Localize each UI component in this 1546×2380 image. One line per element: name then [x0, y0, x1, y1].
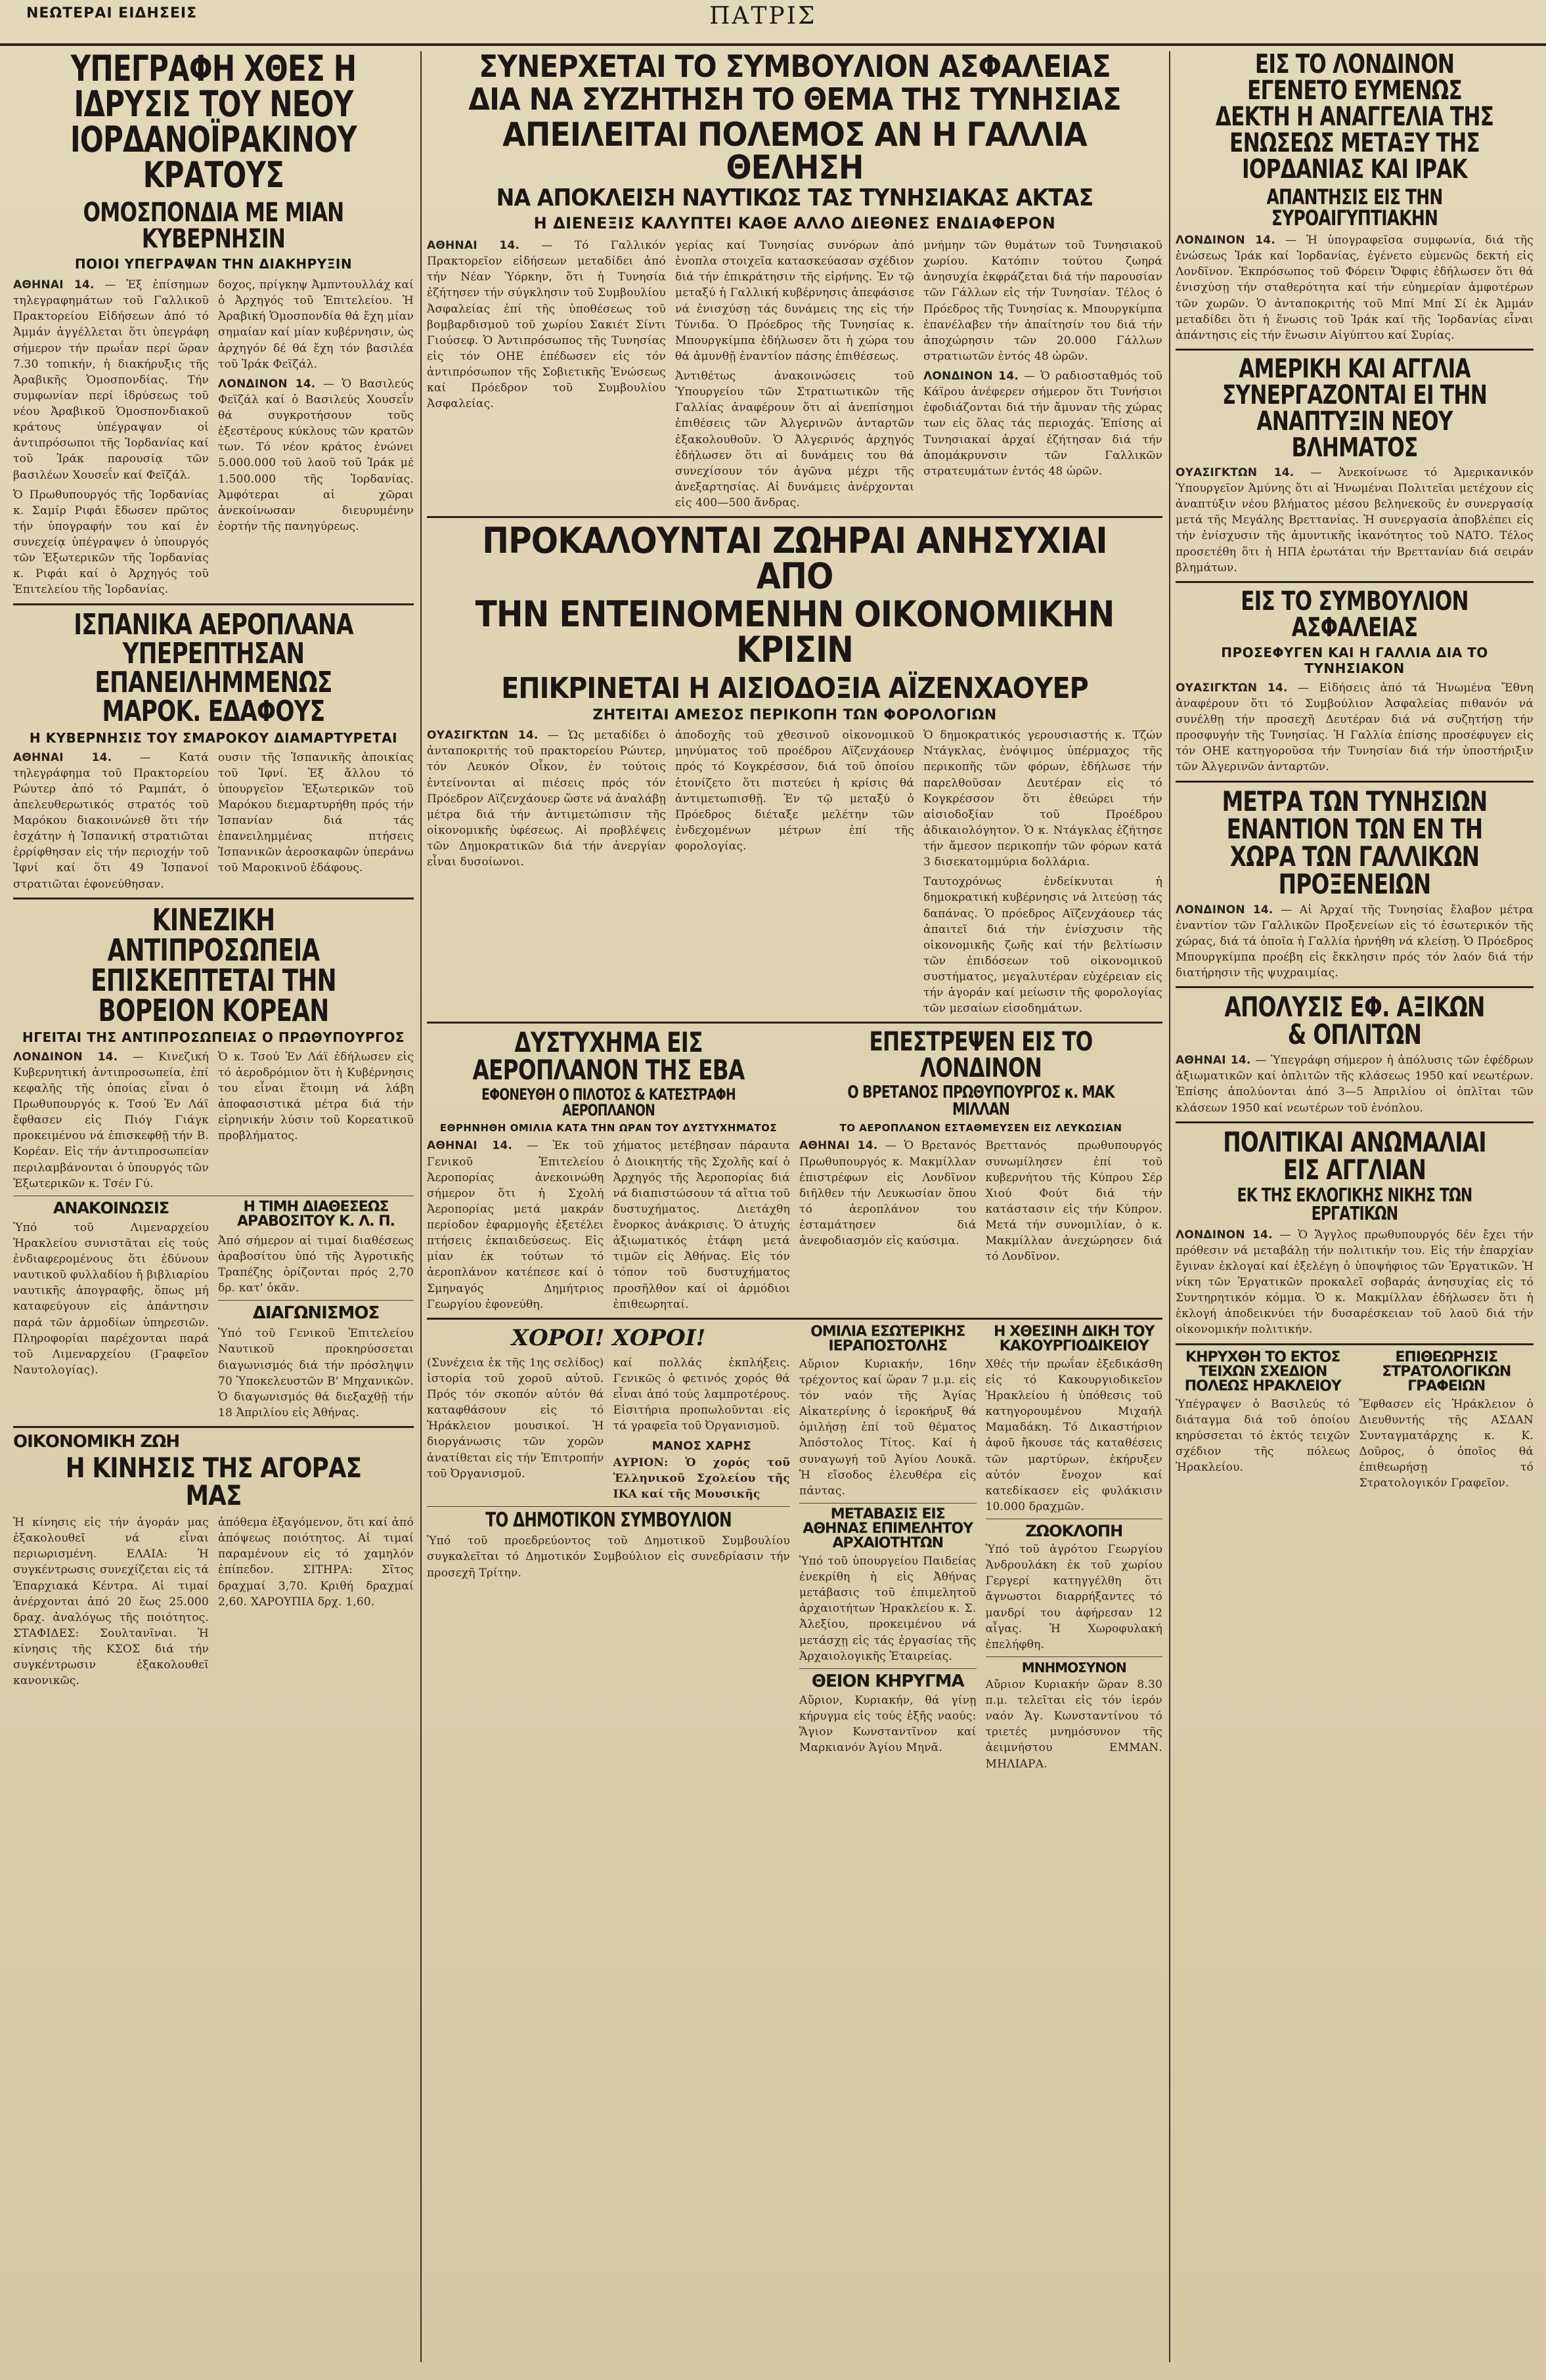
dateline: ΛΟΝΔΙΝΟΝ 14. [1176, 903, 1273, 917]
article-metavasis [799, 1507, 977, 1664]
article-text: γερίας καί Τυνησίας συνόρων ἀπό ἑνοπλα στοιχεῖα κατασκεύασαν σχέδιον διά τήν ἐπικράτησιν τῆς εἰρήνης. Ἐν τῷ μεταξύ ἡ Γαλλική κυβέρνησις ἀπεφάσισε νά ἐνισχύσῃ τάς δυνάμεις της εἰς τήν Τύνιδα. Ὁ Πρόεδρος τῆς Τυνησίας κ. Μπουργκίμπα ἐδήλωσεν ὅτι ἡ χώρα του θά ἀμυνθῇ ἐναντίον πάσης ἐπιθέσεως. [675, 239, 914, 363]
article-text: — Ὁ Ἄγγλος πρωθυπουργός δέν ἔχει τήν πρόθεσιν νά μεταβάλῃ τήν πολιτικήν του. Εἰς τήν ἐπαρχίαν ἔγιναν ἐκλογαί καί ἐξελέγη ὁ ὑποψήφιος τῶν Ἐργατικῶν. Ἡ νίκη τῶν Ἐργατικῶν προκαλεῖ σοβαράς ἀνησυχίας εἰς τό Συντηρητικόν κόμμα. Ὁ κ. Μακμίλλαν ἐδήλωσεν ὅτι ἡ ἐκλογή ἀποδεικνύει τήν δυσαρέσκειαν τοῦ λαοῦ διά τήν οἰκονομικήν πολιτικήν. [1176, 1228, 1534, 1337]
dateline: ΛΟΝΔΙΝΟΝ 14. [218, 377, 316, 391]
headline: ΤΗΝ ΕΝΤΕΙΝΟΜΕΝΗΝ ΟΙΚΟΝΟΜΙΚΗΝ ΚΡΙΣΙΝ [475, 594, 1115, 671]
headline: ΙΣΠΑΝΙΚΑ ΑΕΡΟΠΛΑΝΑ ΥΠΕΡΕΠΤΗΣΑΝ ΕΠΑΝΕΙΛΗΜΜΕΝΩΣ ΜΑΡΟΚ. ΕΔΑΦΟΥΣ [74, 607, 353, 728]
column-rule [420, 51, 422, 2362]
article-text: Ὑπό τοῦ ὑπουργείου Παιδείας ἐνεκρίθη ἡ εἰς Ἀθήνας μετάβασις τοῦ ἐπιμελητοῦ ἀρχαιοτήτων Ἡρακλείου κ. Σ. Ἀλεξίου, προκειμένου νά μετάσχῃ εἰς τάς ἐργασίας τῆς Ἀρχαιολογικῆς Ἑταιρείας. [799, 1554, 977, 1663]
article-iraq-jordan [13, 48, 414, 598]
article-text: — Ὑπεγράφη σήμερον ἡ ἀπόλυσις τῶν ἐφέδρων ἀξιωματικῶν καί ὁπλιτῶν τῆς κλάσεως 1950 καί νεωτέρων. Ἐπίσης ἀπολύονται ἀπό 3—5 Ἀπριλίου οἱ ὁπλῖται τῶν κλάσεων 1950 καί νεωτέρων τοῦ ἐνόπλου. [1176, 1054, 1534, 1115]
subheadline: Η ΔΙΕΝΕΞΙΣ ΚΑΛΥΠΤΕΙ ΚΑΘΕ ΑΛΛΟ ΔΙΕΘΝΕΣ ΕΝΔΙΑΦΕΡΟΝ [533, 214, 1056, 232]
article-text: — Ἡ ὑπογραφεῖσα συμφωνία, διά τῆς ἑνώσεως Ἰράκ καί Ἰορδανίας, ἐγένετο εὐμενῶς δεκτή εἰς Λονδῖνον. Ἐκπρόσωπος τοῦ Φόρειν Ὄφφις ἐδήλωσεν ὅτι θά ἐνισχύσῃ τήν σταθερότητα καί τήν εὐημερίαν ἀμφοτέρων τῶν χωρῶν. Ὁ ἀνταποκριτής τοῦ Μπί Μπί Σί ἐκ Ἀμμάν μεταδίδει ὅτι ἡ ἕνωσις τοῦ Ἰράκ καί τῆς Ἰορδανίας εἶναι ἀπάντησις εἰς τήν ἕνωσιν Αἰγύπτου καί Συρίας. [1176, 234, 1534, 342]
headline: ΟΜΙΛΙΑ ΕΣΩΤΕΡΙΚΗΣ ΙΕΡΑΠΟΣΤΟΛΗΣ [810, 1323, 965, 1354]
article-contest [218, 1305, 414, 1421]
subheadline: Η ΚΥΒΕΡΝΗΣΙΣ ΤΟΥ ΣΜΑΡΟΚΟΥ ΔΙΑΜΑΡΤΥΡΕΤΑΙ [29, 729, 398, 746]
headline: ΧΟΡΟΙ! ΧΟΡΟΙ! [511, 1324, 706, 1351]
section-title: ΝΕΩΤΕΡΑΙ ΕΙΔΗΣΕΙΣ [26, 5, 198, 22]
headline: ΠΡΟΚΑΛΟΥΝΤΑΙ ΖΩΗΡΑΙ ΑΝΗΣΥΧΙΑΙ ΑΠΟ [482, 520, 1107, 597]
article-homilia [799, 1325, 977, 1499]
article-text: Βρεττανός πρωθυπουργός συνωμίλησεν ἐπί τοῦ κυβερνήτου τῆς Κύπρου Σέρ Χιού Φούτ διά τήν κατάστασιν εἰς τήν Κύπρον. Μετά τήν συνομιλίαν, ὁ κ. Μακμίλλαν ἀνεχώρησεν διά τό Λονδῖνον. [985, 1139, 1162, 1264]
article-discharge [1176, 993, 1534, 1116]
dateline: ΑΘΗΝΑΙ 14. [427, 239, 520, 252]
headline: ΚΗΡΥΧΘΗ ΤΟ ΕΚΤΟΣ ΤΕΙΧΩΝ ΣΧΕΔΙΟΝ ΠΟΛΕΩΣ ΗΡΑΚΛΕΙΟΥ [1184, 1349, 1341, 1395]
article-price [218, 1200, 414, 1297]
article-text: — Ὁ ραδιοσταθμός τοῦ Κάϊρου ἀνέφερεν σήμερον ὅτι Τυνήσιοι ἐφοδιάζονται διά τήν ἄμυναν τῆς χώρας των εἰς ὅλας τάς περιοχάς. Ἐπίσης αἱ Τυνησιακαί ἀρχαί ἐζήτησαν διά τήν ἀπομάκρυνσιν τῶν Γαλλικῶν στρατευμάτων ἐντός 48 ὡρῶν. [923, 370, 1162, 478]
subheadline: ΗΓΕΙΤΑΙ ΤΗΣ ΑΝΤΙΠΡΟΣΩΠΕΙΑΣ Ο ΠΡΩΘΥΠΟΥΡΓΟΣ [22, 1029, 405, 1045]
article-announcements [13, 1200, 209, 1421]
article-text: — Ὡς μεταδίδει ὁ ἀνταποκριτής τοῦ πρακτορείου Ρώυτερ, τόν Λευκόν Οἶκον, ἐν τούτοις ἐντείνονται αἱ πιέσεις πρός τόν Πρόεδρον Αϊζενχάουερ ὥστε νά ἀναλάβῃ μέτρα διά τήν ἀντιμετώπισιν τῆς οἰκονομικῆς ὑφέσεως. Αἱ προβλέψεις τῶν Δημοκρατικῶν διά τήν ἀνεργίαν εἶναι δυσοίωνοι. [427, 729, 666, 869]
article-municipal [427, 1511, 790, 1580]
article-dance [427, 1325, 790, 1503]
subheadline: Ο ΒΡΕΤΑΝΟΣ ΠΡΩΘΥΠΟΥΡΓΟΣ κ. ΜΑΚ ΜΙΛΛΑΝ [847, 1083, 1115, 1120]
article-text: δοχος, πρίγκηψ Ἀμπντουλλάχ καί ὁ Ἀρχηγός τοῦ Ἐπιτελείου. Ἡ Ἀραβική Ὁμοσπονδία θά ἔχη μίαν σημαίαν καί μίαν κυβέρνησιν, ὡς ἀρχηγόν δέ θά ἔχη τόν βασιλέα τοῦ Ἰράκ Φεϊζάλ. [218, 278, 414, 371]
headline: ΥΠΕΓΡΑΦΗ ΧΘΕΣ Η ΙΔΡΥΣΙΣ ΤΟΥ ΝΕΟΥ ΙΟΡΔΑΝΟΪΡΑΚΙΝΟΥ ΚΡΑΤΟΥΣ [70, 48, 357, 196]
article-text: — Εἰδήσεις ἀπό τά Ἡνωμένα Ἔθνη ἀναφέρουν ὅτι τό Συμβούλιον Ἀσφαλείας πιθανόν νά συνέλθῃ τήν προσεχῆ Δευτέραν διά νά συζητήσῃ τήν προσφυγήν τῆς Τυνησίας. Ἡ Γαλλία ἐπίσης προσέφυγεν εἰς τόν ΟΗΕ κατηγοροῦσα τήν Τυνησίαν διά τήν ὑποστήριξιν τῶν Ἀλγερινῶν ἀνταρτῶν. [1176, 681, 1534, 774]
headline: ΠΟΛΙΤΙΚΑΙ ΑΝΩΜΑΛΙΑΙ ΕΙΣ ΑΓΓΛΙΑΝ [1223, 1125, 1486, 1186]
article-text: — Τό Γαλλικόν Πρακτορεῖον εἰδήσεων μεταδίδει ἀπό τήν Νέαν Ὑόρκην, ὅτι ἡ Τυνησία ἐζήτησεν τήν σύγκλησιν τοῦ Συμβουλίου Ἀσφαλείας ἐπί τῆς ὑποθέσεως τοῦ βομβαρδισμοῦ τοῦ χωρίου Σακιέτ Σίντι Γιούσεφ. Ὁ Ἀντιπρόσωπος τῆς Τυνησίας εἰς τόν ΟΗΕ ἐπέδωσεν εἰς τόν ἀντιπρόσωπον τῆς Σοβιετικῆς Ἑνώσεως καί Πρόεδρον τοῦ Συμβουλίου Ἀσφαλείας. [427, 239, 666, 411]
article-spain [13, 607, 414, 892]
article-eba-crash [427, 1026, 790, 1312]
headline: ΝΑ ΑΠΟΚΛΕΙΣΗ ΝΑΥΤΙΚΩΣ ΤΑΣ ΤΥΝΗΣΙΑΚΑΣ ΑΚΤΑΣ [496, 184, 1093, 211]
article-usa-uk [1176, 353, 1534, 576]
article-text: Αὔριον Κυριακήν, 16ην τρέχοντος καί ὥραν 7 μ.μ. εἰς τόν ναόν τῆς Ἁγίας Αἰκατερίνης ὁ ἱεροκήρυξ θά ὁμιλήσῃ ἐπί τοῦ θέματος Ἀπόστολος Τίτος. Καί ἡ συναγωγή τοῦ Ἀγίου Λουκᾶ. Ἡ εἴσοδος ἐλευθέρα εἰς πάντας. [799, 1357, 977, 1498]
article-text: — Ἐξ ἐπίσημων τηλεγραφημάτων τοῦ Γαλλικοῦ Πρακτορείου Εἰδήσεων ἀπό τό Ἀμμάν ἀγγέλλεται ὅτι ὑπεγράφη σήμερον τήν πρωΐαν περί ὥραν 7.30 τοπικήν, ἡ διακήρυξις τῆς Ἀραβικῆς Ὁμοσπονδίας. Τήν συμφωνίαν περί ἱδρύσεως τοῦ νέου Ἀραβικοῦ Ὁμοσπονδιακοῦ κράτους ὑπέγραψαν οἱ ἀντιπρόσωποι τῆς Ἰορδανίας καί τοῦ Ἰράκ παρουσίᾳ τῶν βασιλέων Χουσεΐν καί Φεϊζάλ. [13, 278, 209, 482]
article-text: μνήμην τῶν θυμάτων τοῦ Τυνησιακοῦ χωρίου. Κατόπιν τούτου ζωηρά ἀνησυχία ἐκφράζεται διά τήν παρουσίαν τῶν Γάλλων εἰς τήν Τυνησίαν. Τέλος ὁ Πρόεδρος τῆς Τυνησίας κ. Μπουργκίμπα ἐπανέλαβεν τήν ἀπαίτησίν του διά τήν ἀποχώρησιν τῶν 20.000 Γάλλων στρατιωτῶν ἐντός 48 ὡρῶν. [923, 239, 1162, 363]
subheadline: ΑΠΑΝΤΗΣΙΣ ΕΙΣ ΤΗΝ ΣΥΡΟΑΙΓΥΠΤΙΑΚΗΝ [1266, 184, 1443, 230]
dateline: ΟΥΑΣΙΓΚΤΩΝ 14. [1176, 465, 1294, 479]
headline: ΤΟ ΔΗΜΟΤΙΚΟΝ ΣΥΜΒΟΥΛΙΟΝ [485, 1509, 732, 1532]
article-text: — Αἱ Ἀρχαί τῆς Τυνησίας ἔλαβον μέτρα ἐναντίον τῶν Γαλλικῶν Προξενείων εἰς τό ἐσωτερικόν τῆς χώρας, διά τά ὁποῖα ἡ Γαλλία ἠρνήθη νά κλείσῃ. Ὁ Πρόεδρος Μπουργκίμπα προέβη εἰς ἔκκλησιν πρός τόν λαόν διά τήν διατήρησιν τῆς ψυχραιμίας. [1176, 903, 1534, 980]
article-economic-crisis [427, 520, 1162, 1016]
dateline: ΛΟΝΔΙΝΟΝ 14. [1176, 234, 1275, 247]
article-text: Ἀντιθέτως ἀνακοινώσεις τοῦ Ὑπουργείου τῶν Στρατιωτικῶν τῆς Γαλλίας ἀναφέρουν ὅτι αἱ ἀνεπίσημοι ἐπιθέσεις τῶν Ἀλγερινῶν ἀνταρτῶν ἐξακολουθοῦν. Ὁ Ἀλγερινός ἀρχηγός ἐδήλωσεν ὅτι αἱ δυνάμεις του θά συνεχίσουν τόν ἀγῶνα μέχρι τῆς ἀνεξαρτησίας. Αἱ δυνάμεις ἀνέρχονται εἰς 400—500 ἄνδρας. [675, 370, 914, 509]
dateline: ΛΟΝΔΙΝΟΝ 14. [923, 370, 1019, 383]
article-text: Αὔριον, Κυριακήν, θά γίνῃ κήρυγμα εἰς τούς ἑξῆς ναούς: Ἅγιον Κωνσταντῖνον καί Μαρκιανόν Ἁγίου Μηνᾶ. [799, 1693, 977, 1755]
headline: ΜΝΗΜΟΣΥΝΟΝ [1021, 1659, 1126, 1676]
article-un-council [1176, 588, 1534, 775]
dateline: ΟΥΑΣΙΓΚΤΩΝ 14. [1176, 681, 1288, 695]
headline: ΘΕΙΟΝ ΚΗΡΥΓΜΑ [811, 1671, 964, 1691]
article-text: ἀποδοχῆς τοῦ χθεσινοῦ οἰκονομικοῦ μηνύματος τοῦ προέδρου Αϊζενχάουερ πρός τό Κογκρέσσον, διά τοῦ ὁποίου ἐτονίζετο ὅτι πιστεύει ἡ κρίσις θά ἀντιμετωπισθῇ. Ἐν τῷ μεταξύ ὁ Πρόεδρος διέταξε μελέτην τῶν ἐνδεχομένων μέτρων ἐπί τῆς φορολογίας. [675, 729, 914, 853]
headline: Η ΤΙΜΗ ΔΙΑΘΕΣΕΩΣ ΑΡΑΒΟΣΙΤΟΥ Κ. Λ. Π. [236, 1198, 395, 1230]
article-inspection [1359, 1351, 1534, 1492]
article-text: — Ὁ Βρετανός Πρωθυπουργός κ. Μακμίλλαν ἐπιστρέφων εἰς Λονδῖνον διῆλθεν τήν Λευκωσίαν ὅπου τό ἀεροπλάνον του ἐσταμάτησεν διά ἀνεφοδιασμόν εἰς καύσιμα. [799, 1139, 977, 1248]
article-text: Ὑπό τοῦ Λιμεναρχείου Ἡρακλείου συνιστᾶται εἰς τούς ἐνδιαφερομένους ὅτι ἐδύνουν ναυτικοῦ φυλλαδίου ἤ βιβλιαρίου ναυτικῆς ἀπογραφῆς, ὅπως μή καταφεύγουν εἰς ἀπάντησιν παρά τῶν ἁρμοδίων ὑπηρεσιῶν. Πληροφορίαι παρέχονται παρά τοῦ Λιμεναρχείου (Γραφεῖον Ναυτολογίας). [13, 1221, 209, 1377]
article-text: Ὁ κ. Τσού Ἐν Λάϊ ἐδήλωσεν εἰς τό ἀεροδρόμιον ὅτι ἡ Κυβέρνησις του εἶναι ἕτοιμη νά λάβη ἀποφασιστικά μέτρα διά τήν εἰρηνικήν λύσιν τοῦ Κορεατικοῦ προβλήματος. [218, 1050, 414, 1143]
article-text: Ὑπό τοῦ ἀγρότου Γεωργίου Ἀνδρουλάκη ἐκ τοῦ χωρίου Γεργερί κατηγγέλθη ὅτι ἄγνωστοι διαρρήξαντες τό μανδρί του ἀφήρεσαν 12 αἶγας. Ἡ Χωροφυλακή ἐπελήφθη. [985, 1543, 1162, 1651]
headline: ΕΙΣ ΤΟ ΛΟΝΔΙΝΟΝ ΕΓΕΝΕΤΟ ΕΥΜΕΝΩΣ ΔΕΚΤΗ Η ΑΝΑΓΓΕΛΙΑ ΤΗΣ ΕΝΩΣΕΩΣ ΜΕΤΑΞΥ ΤΗΣ ΙΟΡΔΑΝΙΑΣ ΚΑΙ ΙΡΑΚ [1215, 49, 1494, 184]
article-text: Ὑπό τοῦ προεδρεύοντος τοῦ Δημοτικοῦ Συμβουλίου συγκαλεῖται τό Δημοτικόν Συμβούλιον εἰς συνεδρίασιν τήν προσεχῆ Τρίτην. [427, 1534, 790, 1580]
subheadline: ΕΚ ΤΗΣ ΕΚΛΟΓΙΚΗΣ ΝΙΚΗΣ ΤΩΝ ΕΡΓΑΤΙΚΩΝ [1237, 1184, 1472, 1224]
article-china-korea [13, 901, 414, 1192]
headline: ΜΕΤΑΒΑΣΙΣ ΕΙΣ ΑΘΗΝΑΣ ΕΠΙΜΕΛΗΤΟΥ ΑΡΧΑΙΟΤΗΤΩΝ [803, 1505, 973, 1551]
dateline: ΟΥΑΣΙΓΚΤΩΝ 14. [427, 729, 539, 743]
headline: ΕΠΙΘΕΩΡΗΣΙΣ ΣΤΡΑΤΟΛΟΓΙΚΩΝ ΓΡΑΦΕΙΩΝ [1382, 1349, 1511, 1395]
headline: ΑΜΕΡΙΚΗ ΚΑΙ ΑΓΓΛΙΑ ΣΥΝΕΡΓΑΖΟΝΤΑΙ ΕΙ ΤΗΝ ΑΝΑΠΤΥΞΙΝ ΝΕΟΥ ΒΛΗΜΑΤΟΣ [1222, 353, 1488, 463]
article-text: Ἡ κίνησις εἰς τήν ἀγοράν μας ἐξακολουθεῖ νά εἶναι περιωρισμένη. ΕΛΑΙΑ: Ἡ συγκέντρωσις συνεχίζεται εἰς τά Ἐπαρχιακά Κέντρα. Αἱ τιμαί ἀνέρχονται ἀπό 20 ἕως 25.000 δραχ. ἀναλόγως τῆς ποιότητος. ΣΤΑΦΙΔΕΣ: Σουλτανῖναι. Ἡ κίνησις τῆς ΚΣΟΣ διά τήν συγκέντρωσιν ἐξακολουθεῖ κανονικῶς. [13, 1516, 209, 1688]
dateline: ΑΘΗΝΑΙ 14. [427, 1139, 513, 1153]
column-rule [1169, 51, 1170, 2362]
center-column [427, 51, 1162, 1772]
article-walls [1176, 1351, 1350, 1492]
headline: ΣΥΝΕΡΧΕΤΑΙ ΤΟ ΣΥΜΒΟΥΛΙΟΝ ΑΣΦΑΛΕΙΑΣ [479, 49, 1111, 84]
headline: ΚΙΝΕΖΙΚΗ ΑΝΤΙΠΡΟΣΩΠΕΙΑ ΕΠΙΣΚΕΠΤΕΤΑΙ ΤΗΝ ΒΟΡΕΙΟΝ ΚΟΡΕΑΝ [91, 901, 336, 1028]
headline: ΕΠΙΚΡΙΝΕΤΑΙ Η ΑΙΣΙΟΔΟΞΙΑ ΑΪΖΕΝΧΑΟΥΕΡ [501, 672, 1088, 706]
article-text: — Κατά τηλεγράφημα τοῦ Πρακτορείου Ρώυτερ ἀπό τό Ραμπάτ, ὁ ἀπελευθερωτικός στρατός τοῦ Μαρόκου διακοινώνεθ ὅτι τήν ἑσχάτην ἡ Ἰσπανική στρατιῶται ἐρρίφθησαν εἰς τήν περιοχήν τοῦ Ἰφνί καί ὅτι 49 Ἰσπανοί στρατιῶται ἐφονεύθησαν. [13, 750, 209, 891]
paper-name: ΠΑΤΡΙΣ [709, 3, 817, 30]
dateline: ΑΘΗΝΑΙ 14. [799, 1139, 878, 1153]
article-text: Ὁ Πρωθυπουργός τῆς Ἰορδανίας κ. Σαμίρ Ριφάι ἔδωσεν πρῶτος τήν ὑπογραφήν του καί ἐν συνεχείᾳ ὑπέγραψεν ὁ ὑπουργός τῶν Ἐξωτερικῶν τῆς Ἰορδανίας κ. Ριφάι καί ὁ Ἀρχηγός τοῦ Ἐπιτελείου τῆς Ἰορδανίας. [13, 488, 209, 597]
dateline: ΑΘΗΝΑΙ 14. [13, 278, 95, 292]
article-text: — Ἐκ τοῦ Γενικοῦ Ἐπιτελείου Ἀεροπορίας ἀνεκοινώθη σήμερον ὅτι ἡ Σχολή Ἀεροπορίας μετά μακράν περίοδον ἐφαρμογῆς ἐξετέλει πτήσεις ἐκπαιδεύσεως. Εἰς μίαν ἐκ τούτων τό ἀεροπλάνον κατέπεσε καί ὁ Σμηναγός Δημήτριος Γεωργίου ἐφονεύθη. [427, 1139, 604, 1311]
article-text: Χθές τήν πρωΐαν ἐξεδικάσθη εἰς τό Κακουργιοδικεῖον Ἡρακλείου ἡ ὑπόθεσις τοῦ κατηγορουμένου Μιχαήλ Μαμαδάκη. Τό Δικαστήριον ἀφοῦ ἤκουσε τάς καταθέσεις τῶν μαρτύρων, ἐκήρυξεν αὐτόν ἔνοχον καί κατεδίκασεν εἰς φυλάκισιν 10.000 δραχμῶν. [985, 1357, 1162, 1513]
article-text: — Ὁ Βασιλεύς Φεϊζάλ καί ὁ Βασιλεύς Χουσεΐν θά συγκροτήσουν τοῦς ἐξεστέρους κύκλους τῶν κρατῶν των. Τό νέον κράτος ἐνώνει 5.000.000 τοῦ λαοῦ τοῦ Ἰράκ μέ 1.500.000 τῆς Ἰορδανίας. Ἀμφότεραι αἱ χῶραι ἀνεκοίνωσαν διευρυμένην ἐορτήν τῆς πανηγύρεως. [218, 377, 414, 533]
article-text: Ταυτοχρόνως ἐνδείκνυται ἡ δημοκρατική κυβέρνησις νά λιτεύσῃ τάς δαπάνας. Ὁ πρόεδρος Αϊζενχάουερ τάς ἀπαιτεῖ διά τήν ἐνίσχυσιν τῆς οἰκονομικῆς ζωῆς καί τήν βελτίωσιν τῶν ἐπιδόσεων τοῦ οἰκονομικοῦ συστήματος, μεγαλυτέραν εὐχέρειαν εἰς τήν ἀγοράν καί μείωσιν τῆς φορολογίας τῶν μεσαίων εἰσοδημάτων. [923, 875, 1162, 1016]
article-text: — Κινεζική Κυβερνητική ἀντιπροσωπεία, ἐπί κεφαλῆς τῆς ὁποίας εἶναι ὁ Πρωθυπουργός κ. Τσού Ἐν Λάϊ ἔφθασεν εἰς Πιόγ Γιάγκ προκειμένου νά ἐπισκεφθῇ τήν Β. Κορέαν. Εἰς τήν ἀντιπροσωπείαν περιλαμβάνονται ὁ ὑπουργός τῶν Ἐξωτερικῶν κ. Τσέν Γύ. [13, 1050, 209, 1190]
article-text: ἀπόθεμα ἐξαγόμενον, ὅτι καί ἀπό ἀπόψεως ποιότητος. Αἱ τιμαί παραμένουν εἰς τό χαμηλόν ἐπίπεδον. ΣΙΤΗΡΑ: Σῖτος δραχμαί 3,70. Κριθή δραχμαί 2,60. ΧΑΡΟΥΠΙΑ δρχ. 1,60. [218, 1516, 414, 1609]
headline: ΕΙΣ ΤΟ ΣΥΜΒΟΥΛΙΟΝ ΑΣΦΑΛΕΙΑΣ [1241, 586, 1469, 643]
article-macmillan [799, 1029, 1162, 1312]
article-sermon [799, 1673, 977, 1756]
subheadline: ΖΗΤΕΙΤΑΙ ΑΜΕΣΟΣ ΠΕΡΙΚΟΠΗ ΤΩΝ ΦΟΡΟΛΟΓΙΩΝ [592, 707, 997, 724]
subheadline: ΕΦΟΝΕΥΘΗ Ο ΠΙΛΟΤΟΣ & ΚΑΤΕΣΤΡΑΦΗ ΑΕΡΟΠΛΑΝΟΝ [481, 1085, 736, 1120]
article-text: Ἔφθασεν εἰς Ἡράκλειον ὁ Διευθυντής τῆς ΑΣΔΑΝ Συνταγματάρχης κ. Κ. Δοῦρος, ὁ ὁποῖος θά ἐπιθεωρήσῃ τό Στρατολογικόν Γραφεῖον. [1359, 1397, 1534, 1490]
left-column [13, 48, 414, 1689]
headline: ΔΙΑΓΩΝΙΣΜΟΣ [252, 1303, 380, 1324]
article-text: ΑΥΡΙΟΝ: Ὁ χορός τοῦ Ἐλληνικοῦ Σχολείου τῆς ΙΚΑ καί τῆς Μουσικῆς [613, 1456, 790, 1502]
article-text: — Ἀνεκοίνωσε τό Ἀμερικανικόν Ὑπουργεῖον Ἀμύνης ὅτι αἱ Ἡνωμέναι Πολιτεῖαι μετέχουν εἰς ἀναπτύξιν νέου βλήματος μέσου βεληνεκοῦς ἐν συνεργασίᾳ μετά τῆς Μεγάλης Βρεττανίας. Ἡ συνεργασία ἀποβλέπει εἰς τήν ἐνίσχυσιν τῆς ἀμυντικῆς ἱκανότητος τοῦ ΝΑΤΟ. Τέλος προσετέθη ὅτι ἡ ΗΠΑ ἐρωτάται τήν Βρεττανίαν διά σειράν βλημάτων. [1176, 465, 1534, 574]
headline: ΑΠΟΛΥΣΙΣ ΕΦ. ΑΞΙΚΩΝ & ΟΠΛΙΤΩΝ [1224, 991, 1485, 1051]
article-text: (Συνέχεια ἐκ τῆς 1ης σελίδος) ἱστορία τοῦ χοροῦ αὐτοῦ. Πρός τόν σκοπόν αὐτόν θά καταφθάσουν εἰς τό Ἡράκλειον μουσικοί. Ἡ διοργάνωσις τῶν χορῶν ἀνατίθεται εἰς τήν Ἐπιτροπήν τοῦ Ὀργανισμοῦ. [427, 1356, 604, 1481]
right-column [1176, 51, 1534, 1491]
article-text: καί πολλάς ἐκπλήξεις. Γενικῶς ὁ φετινός χορός θά εἶναι ἀπό τούς λαμπροτέρους. Εἰσιτήρια προπωλοῦνται εἰς τά γραφεῖα τοῦ Ὀργανισμοῦ. [613, 1356, 790, 1433]
article-text: Ὑπό τοῦ Γενικοῦ Ἐπιτελείου Ναυτικοῦ προκηρύσσεται διαγωνισμός διά τήν πρόσληψιν 70 Ὑποκελευστῶν Β' Μηχανικῶν. Ὁ διαγωνισμός θά διεξαχθῇ τήν 18 Ἀπριλίου εἰς Ἀθήνας. [218, 1327, 414, 1419]
article-text: χήματος μετέβησαν πάραυτα ὁ Διοικητής τῆς Σχολῆς καί ὁ Ἀρχηγός τῆς Ἀεροπορίας διά νά διαπιστώσουν τά αἴτια τοῦ δυστυχήματος. Διετάχθη ἔνορκος ἀνάκρισις. Ὁ ἀτυχής ἀξιωματικός ἐτάφη μετά τιμῶν εἰς Ἀθήνας. Εἰς τόν τόπον τοῦ δυστυχήματος προσῆλθον καί οἱ ἀρμόδιοι ἐπιθεωρηταί. [613, 1139, 790, 1311]
signoff: ΜΑΝΟΣ ΧΑΡΗΣ [652, 1439, 751, 1454]
headline: ΖΩΟΚΛΟΠΗ [1025, 1522, 1123, 1540]
article-text: ουσιν τῆς Ἰσπανικῆς ἀποικίας τοῦ Ἰφνί. Ἐξ ἄλλου τό ὑπουργεῖον Ἐξωτερικῶν τοῦ Μαρόκου διεμαρτυρήθη πρός τήν Ἰσπανίαν διά τάς ἐπανειλημμένας πτήσεις Ἰσπανικῶν ἀεροσκαφῶν ὑπεράνω τοῦ Μαροκινοῦ ἐδάφους. [218, 750, 414, 875]
article-london-union [1176, 51, 1534, 343]
headline: ΔΙΑ ΝΑ ΣΥΖΗΤΗΣΗ ΤΟ ΘΕΜΑ ΤΗΣ ΤΥΝΗΣΙΑΣ [468, 81, 1121, 117]
dateline: ΛΟΝΔΙΝΟΝ 14. [13, 1050, 118, 1064]
article-zookloph [986, 1523, 1163, 1653]
article-text: Αὔριον Κυριακήν ὥραν 8.30 π.μ. τελεῖται εἰς τόν ἱερόν ναόν Ἁγ. Κωνσταντίνου τό τριετές μνημόσυνον τῆς ἀειμνήστου ΕΜΜΑΝ. ΜΗΛΙΑΡΑ. [985, 1677, 1162, 1771]
article-text: Ὁ δημοκρατικός γερουσιαστής κ. Τζών Ντάγκλας, ἐνόψιμος ὑπέρμαχος τῆς περικοπῆς τῶν φόρων, ἐδήλωσε τήν παρελθοῦσαν Δευτέραν εἰς τό Κογκρέσσον ὅτι ἐθεώρει τήν αἰσιοδοξίαν τοῦ Προέδρου ἀδικαιολόγητον. Ὁ κ. Ντάγκλας ἐζήτησε τήν ἄμεσον περικοπήν τῶν φόρων κατά 3 δισεκατομμύρια δολλάρια. [923, 729, 1162, 869]
headline: Η ΚΙΝΗΣΙΣ ΤΗΣ ΑΓΟΡΑΣ ΜΑΣ [65, 1452, 362, 1511]
article-memorial [986, 1661, 1163, 1772]
dateline: ΛΟΝΔΙΝΟΝ 14. [1176, 1228, 1273, 1242]
headline: ΕΠΕΣΤΡΕΨΕΝ ΕΙΣ ΤΟ ΛΟΝΔΙΝΟΝ [869, 1027, 1093, 1084]
dateline: ΑΘΗΝΑΙ 14. [1176, 1054, 1251, 1068]
subheadline: ΠΡΟΣΕΦΥΓΕΝ ΚΑΙ Η ΓΑΛΛΙΑ ΔΙΑ ΤΟ ΤΥΝΗΣΙΑΚΟΝ [1221, 644, 1488, 676]
article-security-council [427, 51, 1162, 511]
subheadline: ΟΜΟΣΠΟΝΔΙΑ ΜΕ ΜΙΑΝ ΚΥΒΕΡΝΗΣΙΝ [83, 198, 344, 254]
article-kakourgio [986, 1325, 1163, 1515]
article-text: Ἀπό σήμερον αἱ τιμαί διαθέσεως ἀραβοσίτου ὑπό τῆς Ἀγροτικῆς Τραπέζης ὁρίζονται πρός 2,70 δρ. κατ' ὀκᾶν. [218, 1234, 414, 1295]
article-economy [13, 1433, 414, 1689]
headline: ΜΕΤΡΑ ΤΩΝ ΤΥΝΗΣΙΩΝ ΕΝΑΝΤΙΟΝ ΤΩΝ ΕΝ ΤΗ ΧΩΡΑ ΤΩΝ ΓΑΛΛΙΚΩΝ ΠΡΟΞΕΝΕΙΩΝ [1222, 785, 1488, 900]
article-text: Ὑπέγραψεν ὁ Βασιλεύς τό διάταγμα διά τοῦ ὁποίου κηρύσσεται τό ἐκτός τειχῶν σχέδιον τῆς πόλεως Ἡρακλείου. [1176, 1397, 1350, 1474]
subheadline: ΕΘΡΗΝΗΘΗ ΟΜΙΛΙΑ ΚΑΤΑ ΤΗΝ ΩΡΑΝ ΤΟΥ ΔΥΣΤΥΧΗΜΑΤΟΣ [439, 1122, 778, 1135]
headline: ΔΥΣΤΥΧΗΜΑ ΕΙΣ ΑΕΡΟΠΛΑΝΟΝ ΤΗΣ ΕΒΑ [472, 1026, 745, 1087]
subheadline: ΠΟΙΟΙ ΥΠΕΓΡΑΨΑΝ ΤΗΝ ΔΙΑΚΗΡΥΞΙΝ [74, 256, 353, 272]
headline: Η ΧΘΕΣΙΝΗ ΔΙΚΗ ΤΟΥ ΚΑΚΟΥΡΓΙΟΔΙΚΕΙΟΥ [994, 1323, 1155, 1354]
headline: ΑΠΕΙΛΕΙΤΑΙ ΠΟΛΕΜΟΣ ΑΝ Η ΓΑΛΛΙΑ ΘΕΛΗΣΗ [502, 116, 1087, 186]
subheadline: ΤΟ ΑΕΡΟΠΛΑΝΟΝ ΕΣΤΑΘΜΕΥΣΕΝ ΕΙΣ ΛΕΥΚΩΣΙΑΝ [839, 1122, 1122, 1135]
headline: ΑΝΑΚΟΙΝΩΣΙΣ [53, 1198, 169, 1217]
masthead [0, 0, 1546, 46]
kicker: ΟΙΚΟΝΟΜΙΚΗ ΖΩΗ [13, 1432, 180, 1452]
dateline: ΑΘΗΝΑΙ 14. [13, 750, 112, 764]
article-uk-politics [1176, 1125, 1534, 1338]
article-tunisia-measures [1176, 785, 1534, 982]
